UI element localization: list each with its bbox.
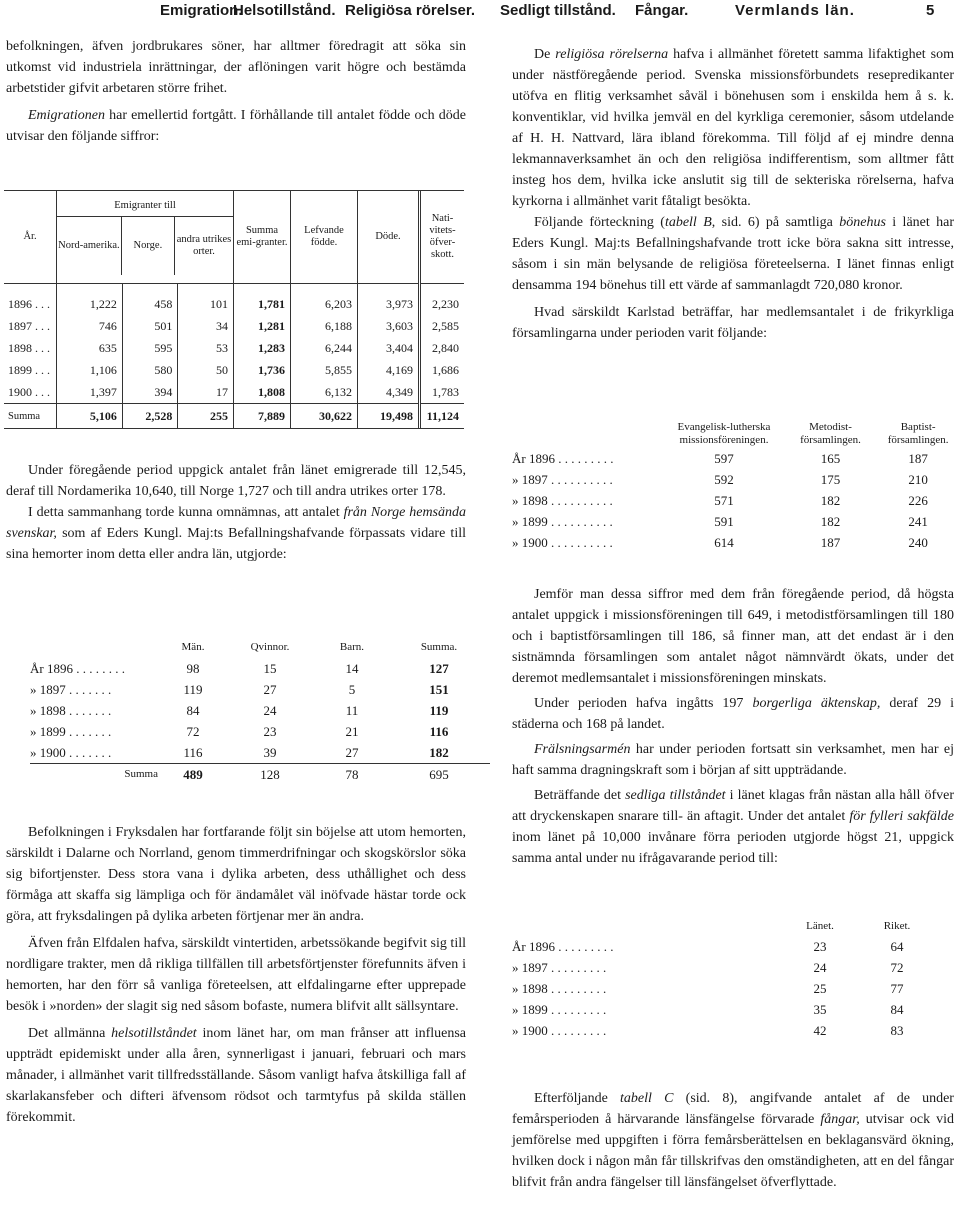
table-cell: 151 xyxy=(429,682,449,697)
table-cell-ar: 1899 . . . xyxy=(4,359,57,381)
table-cell-andra: 53 xyxy=(178,337,234,359)
table-cell: 165 xyxy=(820,451,841,466)
table-cell-summa: 1,283 xyxy=(234,337,291,359)
table-cell-lefv: 6,132 xyxy=(291,381,358,404)
table-row xyxy=(512,1020,938,1041)
table-cell: 591 xyxy=(714,514,734,529)
running-header xyxy=(0,0,960,24)
table-cell: 72 xyxy=(186,724,200,739)
table-cell-summa: 1,736 xyxy=(234,359,291,381)
table-cell: 182 xyxy=(820,514,841,529)
total-summa: 7,889 xyxy=(234,404,291,429)
table-cell: 84 xyxy=(890,1002,904,1017)
table-cell: 27 xyxy=(263,682,277,697)
text: deraf 29 i städerna och 168 på landet. xyxy=(512,696,955,732)
table-cell: 210 xyxy=(908,472,928,487)
table-cell-nord: 1,397 xyxy=(57,381,123,404)
table-cell: 127 xyxy=(429,661,449,676)
table-row xyxy=(4,315,464,337)
table-cell-nord: 1,106 xyxy=(57,359,123,381)
table-cell-summa: 1,281 xyxy=(234,315,291,337)
total-lefvande: 30,622 xyxy=(291,404,358,429)
table-cell: 83 xyxy=(890,1023,904,1038)
emphasis: bönehus xyxy=(839,215,886,230)
text: i länet har Eders Kungl. Maj:ts Befallningshafvande trott icke böra sakna sitt intresse, såsom i sin män belysande de religiösa företeelserna. I länet finnas enligt densamma 194 bönehus till ett värde af sammanlagdt 720,080 kronor. xyxy=(512,215,955,293)
table-cell-ar: 1897 . . . xyxy=(4,315,57,337)
emphasis: helsotillståndet xyxy=(111,1026,197,1041)
text: Följande förteckning ( xyxy=(534,215,665,230)
table-cell-norge: 580 xyxy=(122,359,178,381)
table-cell-andra: 17 xyxy=(178,381,234,404)
page-number: 5 xyxy=(926,2,935,19)
col-header: Metodist-församlingen. xyxy=(800,421,861,446)
table-cell: 35 xyxy=(813,1002,827,1017)
table-total-row xyxy=(4,404,464,429)
table-cell-lefv: 6,188 xyxy=(291,315,358,337)
table-cell: 128 xyxy=(224,764,316,786)
text: Beträffande det xyxy=(534,788,626,803)
left-column-mid xyxy=(6,460,466,565)
table-cell-nat: 2,230 xyxy=(432,296,459,311)
table-cell: 98 xyxy=(186,661,200,676)
text: Det allmänna xyxy=(28,1026,112,1041)
table-cell-norge: 458 xyxy=(122,293,178,315)
table-cell: 42 xyxy=(813,1023,827,1038)
norge-returnees-table xyxy=(30,636,490,785)
text: Efterföljande xyxy=(534,1091,621,1106)
left-column-bottom xyxy=(6,822,466,1128)
text: hafva i allmänhet företett samma lifaktighet som under nästföregående period. Svenska missionsförbundets resepredikanter utöfva en flitig verksamhet såväl i bönehusen som i enskilda hem å s. k. konventiklar, vid hvilka jemväl en del kyrkliga ceremonier, såsom utdelande af H. H. Nattvard, lära ibland förekomma. Till följd af ej mindre denna lekmannaverksamhet än och den religiösa indifferentism, som alltmer fått insteg hos dem, hvilka icke anslutit sig till de sekteriska rörelserna, hafva kyrkorna i allmänhet varit fåtaligt besökta. xyxy=(512,47,955,209)
paragraph-karlstad: Hvad särskildt Karlstad beträffar, har medlemsantalet i de frikyrkliga församlingarna under perioden varit följande: xyxy=(512,305,954,341)
total-nordamerika: 5,106 xyxy=(57,404,123,429)
table-cell-ar: 1898 . . . xyxy=(4,337,57,359)
table-cell: 25 xyxy=(813,981,827,996)
total-dode: 19,498 xyxy=(358,404,420,429)
table-cell-nat: 2,585 xyxy=(432,318,459,333)
text: inom länet på 10,000 invånare förra perioden utgjorde högst 21, uppgick samma antal under nu ifrågavarande period till: xyxy=(512,830,954,866)
text: , sid. 6) på samtliga xyxy=(711,215,840,230)
table-cell: 182 xyxy=(820,493,841,508)
table-cell-summa: 1,781 xyxy=(234,293,291,315)
header-section-emigration: Emigration. xyxy=(160,2,243,19)
table-cell-andra: 101 xyxy=(178,293,234,315)
col-header-lefvande: Lefvande födde. xyxy=(291,191,358,283)
row-label: » 1897 . . . . . . . xyxy=(30,682,112,697)
table-cell: 489 xyxy=(162,764,224,786)
table-row xyxy=(512,999,938,1020)
table-cell: 15 xyxy=(263,661,277,676)
table-cell: 27 xyxy=(345,745,359,760)
col-header-emigranter-till: Emigranter till xyxy=(57,198,233,217)
table-cell: 72 xyxy=(890,960,904,975)
table-cell: 14 xyxy=(345,661,359,676)
paragraph-religiosa xyxy=(512,44,954,212)
table-cell: 187 xyxy=(908,451,928,466)
left-column-top xyxy=(6,36,466,147)
table-cell: 119 xyxy=(429,703,449,718)
church-membership-table xyxy=(512,414,960,553)
paragraph-norge xyxy=(6,502,466,565)
text: (sid. 8), angifvande antalet af de under femårsperioden å härvarande länsfängelse förvarade xyxy=(512,1091,954,1127)
table-cell-nord: 1,222 xyxy=(57,293,123,315)
table-cell: 226 xyxy=(908,493,928,508)
col-header: Länet. xyxy=(806,919,834,932)
table-cell-ar: 1896 . . . xyxy=(4,293,57,315)
table-cell-lefv: 6,244 xyxy=(291,337,358,359)
table-row xyxy=(512,469,960,490)
table-row xyxy=(512,511,960,532)
table-cell-andra: 34 xyxy=(178,315,234,337)
col-header-dode: Döde. xyxy=(358,191,420,283)
total-nativitet: 11,124 xyxy=(420,404,465,429)
table-row xyxy=(4,381,464,404)
table-cell: 119 xyxy=(183,682,203,697)
table-cell: 39 xyxy=(263,745,277,760)
table-row xyxy=(512,448,960,469)
table-row xyxy=(4,359,464,381)
emphasis: borgerliga äktenskap, xyxy=(752,696,881,711)
emphasis: Emigrationen xyxy=(28,108,105,123)
header-section-lan: Vermlands län. xyxy=(735,2,855,19)
paragraph: befolkningen, äfven jordbrukares söner, har alltmer föredragit att söka sin utkomst vid industriela inrättningar, der aflöningen varit högre och bestämda arbetstider gifvit arbetaren större frihet. xyxy=(6,39,466,96)
paragraph-bonehus xyxy=(512,212,954,296)
table-row xyxy=(30,721,490,742)
table-total-row xyxy=(30,764,490,786)
table-cell-dode: 3,603 xyxy=(358,315,420,337)
row-label: » 1899 . . . . . . . xyxy=(30,724,112,739)
table-cell: 240 xyxy=(908,535,928,550)
table-cell-nord: 746 xyxy=(57,315,123,337)
paragraph-elfdalen: Äfven från Elfdalen hafva, särskildt vintertiden, arbetssökande begifvit sig till nordligare trakter, men då rikliga tillfällen till arbetsförtjenster förefunnits äfven i hemorten, har den förr så vanliga företeelsen, att elfdalingarne efter upprepade besök i »norden» der slagit sig ned såsom bofaste, numera blifvit allt sällsyntare. xyxy=(6,936,466,1014)
fylleri-table xyxy=(512,916,938,1041)
table-row xyxy=(512,490,960,511)
text: har under perioden fortsatt sin verksamhet, men har ej haft samma dragningskraft som i början af sitt uppträdande. xyxy=(512,742,954,778)
header-section-helsotillstand: Helsotillstånd. xyxy=(233,2,336,19)
row-label: År 1896 . . . . . . . . . xyxy=(512,451,614,466)
col-header-nordamerika: Nord-amerika. xyxy=(57,217,122,275)
table-row xyxy=(30,679,490,700)
text: De xyxy=(534,47,556,62)
header-section-sedligt: Sedligt tillstånd. xyxy=(500,2,616,19)
emphasis: tabell B xyxy=(664,215,712,230)
table-cell-dode: 3,973 xyxy=(358,293,420,315)
table-cell-ar: 1900 . . . xyxy=(4,381,57,404)
text: inom länet har, om man frånser att influensa uppträdt epidemiskt under alla åren, synnerligast i januari, februari och mars månader, i allmänhet varit tillfredsställande. Såsom vanligt hafva åtskilliga fall af skarlakansfeber och difteri äfvensom rödsot och tarmtyfus på skilda ställen förekommit. xyxy=(6,1026,467,1125)
paragraph-sedligt xyxy=(512,785,954,869)
table-cell-nord: 635 xyxy=(57,337,123,359)
emigrant-table xyxy=(4,190,464,429)
table-cell: 23 xyxy=(813,939,827,954)
table-cell-nat: 1,686 xyxy=(432,362,459,377)
table-cell-andra: 50 xyxy=(178,359,234,381)
table-cell: 78 xyxy=(316,764,388,786)
table-header-row xyxy=(4,191,464,283)
table-cell-lefv: 5,855 xyxy=(291,359,358,381)
table-cell: 84 xyxy=(186,703,200,718)
table-cell: 571 xyxy=(714,493,734,508)
table-cell: 21 xyxy=(345,724,359,739)
right-column-top xyxy=(512,44,954,344)
col-header-norge: Norge. xyxy=(122,217,175,275)
table-cell: 24 xyxy=(813,960,827,975)
paragraph-fangar xyxy=(512,1088,954,1193)
right-column-bottom xyxy=(512,1088,954,1193)
row-label: » 1897 . . . . . . . . . xyxy=(512,960,607,975)
row-label: » 1898 . . . . . . . . . xyxy=(512,981,607,996)
col-header: Baptist-församlingen. xyxy=(887,421,949,446)
paragraph-emigration xyxy=(6,105,466,147)
table-cell: 175 xyxy=(820,472,841,487)
table-cell-nat: 2,840 xyxy=(432,340,459,355)
col-header-nativitet: Nati-vitets-öfver-skott. xyxy=(429,212,456,260)
table-cell-nat: 1,783 xyxy=(432,384,459,399)
col-header-summa: Summa emi-granter. xyxy=(234,191,291,283)
total-andra: 255 xyxy=(178,404,234,429)
row-label: » 1900 . . . . . . . . . xyxy=(512,1023,607,1038)
emphasis: sedliga tillståndet xyxy=(625,788,726,803)
col-header: Män. xyxy=(181,640,205,653)
col-header: Summa. xyxy=(420,640,458,653)
table-row xyxy=(30,700,490,721)
paragraph-helsotillstand xyxy=(6,1023,466,1128)
table-cell: 592 xyxy=(714,472,734,487)
row-label: » 1899 . . . . . . . . . . xyxy=(512,514,613,529)
paragraph-aktenskap xyxy=(512,693,954,735)
table-cell: 116 xyxy=(183,745,203,760)
emphasis: för fylleri sakfälde xyxy=(849,809,955,824)
table-cell-summa: 1,808 xyxy=(234,381,291,404)
col-header: Riket. xyxy=(883,919,911,932)
table-row xyxy=(512,532,960,553)
col-header: Barn. xyxy=(339,640,365,653)
row-label: År 1896 . . . . . . . . xyxy=(30,661,125,676)
table-cell: 23 xyxy=(263,724,277,739)
table-cell: 77 xyxy=(890,981,904,996)
total-label: Summa xyxy=(30,764,162,786)
emphasis: Frälsningsarmén xyxy=(534,742,631,757)
text: Under perioden hafva ingåtts 197 xyxy=(534,696,753,711)
table-row xyxy=(4,293,464,315)
table-cell: 614 xyxy=(714,535,734,550)
row-label: År 1896 . . . . . . . . . xyxy=(512,939,614,954)
table-cell-dode: 4,169 xyxy=(358,359,420,381)
table-cell-lefv: 6,203 xyxy=(291,293,358,315)
header-section-religiosa: Religiösa rörelser. xyxy=(345,2,476,19)
emphasis: fångar, xyxy=(820,1112,860,1127)
table-cell: 182 xyxy=(429,745,449,760)
col-header-group xyxy=(57,191,234,283)
text: utvisar ock vid jemförelse med uppgiften i förra femårsberättelsen en beklagansvärd ökning, hvilken dock i någon mån får tillskrifvas den omständigheten, att en del fångar blifvit från andra fängelser till länsfängelset öfverflyttade. xyxy=(512,1112,954,1190)
text: som af Eders Kungl. Maj:ts Befallningshafvande förpassats vidare till sina hemorter inom detta eller andra län, utgjorde: xyxy=(6,526,466,562)
text: i länet klagas från nästan alla håll öfver att dryckenskapen snarare till- än aftagit. Under det antalet xyxy=(512,788,955,824)
total-norge: 2,528 xyxy=(122,404,178,429)
emphasis: tabell C xyxy=(620,1091,674,1106)
table-cell: 116 xyxy=(429,724,449,739)
row-label: » 1899 . . . . . . . . . xyxy=(512,1002,607,1017)
table-cell: 64 xyxy=(890,939,904,954)
right-column-mid xyxy=(512,584,954,869)
table-row xyxy=(30,742,490,764)
table-cell: 5 xyxy=(348,682,356,697)
col-header-ar: År. xyxy=(4,191,57,283)
row-label: » 1900 . . . . . . . xyxy=(30,745,112,760)
text: I detta sammanhang torde kunna omnämnas, att antalet xyxy=(28,505,344,520)
table-cell: 24 xyxy=(263,703,277,718)
total-label: Summa xyxy=(4,404,57,429)
table-cell-norge: 501 xyxy=(122,315,178,337)
col-header: Evangelisk-lutherska missionsföreningen. xyxy=(677,421,771,446)
row-label: » 1898 . . . . . . . xyxy=(30,703,112,718)
table-row xyxy=(512,957,938,978)
row-label: » 1900 . . . . . . . . . . xyxy=(512,535,613,550)
table-cell: 187 xyxy=(820,535,841,550)
row-label: » 1898 . . . . . . . . . . xyxy=(512,493,613,508)
table-cell: 11 xyxy=(345,703,359,718)
table-cell-norge: 394 xyxy=(122,381,178,404)
table-cell: 241 xyxy=(908,514,928,529)
table-cell-norge: 595 xyxy=(122,337,178,359)
table-row xyxy=(4,337,464,359)
text: har emellertid fortgått. I förhållande till antalet födde och döde utvisar den följande siffror: xyxy=(6,108,466,144)
table-cell-dode: 4,349 xyxy=(358,381,420,404)
emphasis: religiösa rörelserna xyxy=(555,47,669,62)
table-row xyxy=(512,978,938,999)
paragraph-jemfor: Jemför man dessa siffror med dem från föregående period, då högsta antalet uppgick i missionsföreningen till 649, i metodistförsamlingen till 180 och i baptistförsamlingen till 186, så finner man, att det endast är i den sistnämnda församlingen som antalet något nämnvärdt ökats, under det deremot medlemsantalet i missionsföreningen minskats. xyxy=(512,587,954,686)
emphasis: från Norge hemsända svenskar, xyxy=(6,505,466,541)
table-row xyxy=(512,936,938,957)
table-row xyxy=(30,658,490,679)
table-cell: 597 xyxy=(714,451,734,466)
table-cell-dode: 3,404 xyxy=(358,337,420,359)
col-header-andra: andra utrikes orter. xyxy=(176,234,232,258)
header-section-fangar: Fångar. xyxy=(635,2,689,19)
table-cell: 695 xyxy=(388,764,490,786)
paragraph-frälsningsarmén xyxy=(512,739,954,781)
row-label: » 1897 . . . . . . . . . . xyxy=(512,472,613,487)
col-header: Qvinnor. xyxy=(250,640,290,653)
paragraph-fryksdalen: Befolkningen i Fryksdalen har fortfarande följt sin böjelse att utom hemorten, särskildt i Dalarne och Norrland, genom timmerdrifningar och skogskörslor söka sig bifortjenster. Dess stora vana i dylika arbeten, dess uthållighet och dess förmåga att skaffa sig lämpliga och för ändamålet väl inöfvade hästar torde ock göra, att fryksdalingen på dylika arbeten förtjenar mer än andra. xyxy=(6,825,466,924)
paragraph: Under föregående period uppgick antalet från länet emigrerade till 12,545, deraf till Nordamerika 10,640, till Norge 1,727 och till andra utrikes orter 178. xyxy=(6,463,466,499)
